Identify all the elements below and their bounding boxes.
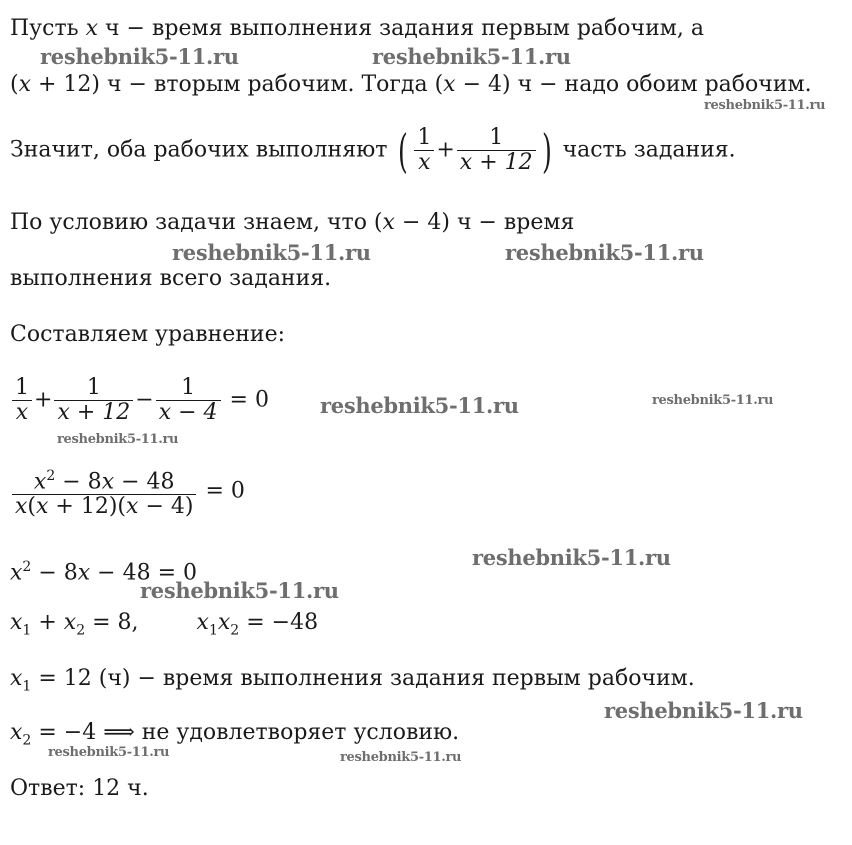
watermark: reshebnik5-11.ru [604, 698, 803, 723]
var-x: x [18, 72, 32, 97]
plus-sign: + [34, 387, 53, 413]
var-x: x [10, 560, 23, 586]
text: = 12 (ч) − время выполнения задания первым рабочим. [31, 666, 695, 691]
denominator: x − 4 [156, 400, 221, 425]
numerator: 1 [417, 125, 432, 150]
var-x: x [10, 610, 23, 635]
text: − 4) ч − надо обоим рабочим. [455, 72, 812, 97]
var-x: x [77, 560, 91, 586]
text: ( [10, 72, 19, 97]
watermark: reshebnik5-11.ru [505, 240, 704, 265]
watermark: reshebnik5-11.ru [340, 750, 462, 765]
text: = 8, [85, 610, 139, 635]
equation-2 [10, 464, 245, 519]
numerator [12, 464, 196, 494]
exponent: 2 [46, 468, 56, 484]
text: + 12) ч − вторым рабочим. Тогда ( [31, 72, 444, 97]
text: Значит, оба рабочих выполняют [10, 137, 388, 163]
var-x: x [382, 210, 395, 235]
watermark: reshebnik5-11.ru [172, 240, 371, 265]
equation-4 [10, 610, 318, 643]
watermark: reshebnik5-11.ru [140, 578, 339, 603]
text: ( [27, 494, 37, 520]
exponent: 2 [22, 559, 32, 575]
fraction-1-over-x-plus-12 [457, 126, 536, 175]
para-3-line-1 [10, 210, 574, 236]
var-x: x [36, 494, 49, 520]
fraction [54, 376, 133, 425]
watermark: reshebnik5-11.ru [472, 545, 671, 570]
numerator: 1 [181, 375, 196, 400]
numerator: 1 [489, 125, 504, 150]
denominator: x [414, 150, 434, 175]
right-paren: ) [541, 123, 552, 178]
watermark: reshebnik5-11.ru [40, 44, 239, 69]
text: − 8 [31, 560, 78, 586]
subscript: 2 [230, 622, 240, 639]
var-x: x [10, 666, 23, 691]
left-paren: ( [398, 123, 409, 178]
var-x: x [15, 494, 28, 520]
solution-1 [10, 666, 695, 699]
denominator [12, 494, 196, 519]
subscript: 2 [22, 732, 32, 749]
text: часть задания. [562, 137, 736, 163]
fraction [12, 376, 32, 425]
subscript: 1 [22, 622, 32, 639]
text: + [31, 610, 64, 635]
text: − 4) ч − время [394, 210, 575, 235]
text: − 48 = 0 [90, 560, 198, 586]
denominator: x + 12 [54, 400, 133, 425]
var-x: x [217, 610, 231, 635]
var-x: x [63, 610, 77, 635]
text: − 4) [138, 494, 194, 520]
para-3-line-2: выполнения всего задания. [10, 266, 332, 291]
para-1-line-1 [10, 16, 704, 42]
text: − 48 [114, 469, 175, 495]
text: ч − время выполнения задания первым рабочим, а [98, 16, 704, 41]
var-x: x [126, 494, 139, 520]
var-x: x [101, 469, 115, 495]
watermark: reshebnik5-11.ru [48, 745, 170, 760]
watermark: reshebnik5-11.ru [372, 44, 571, 69]
denominator: x + 12 [457, 150, 536, 175]
text: По условию задачи знаем, что ( [10, 210, 383, 235]
text: Пусть [10, 16, 86, 41]
equation-1 [10, 376, 269, 425]
var-x: x [85, 16, 99, 41]
var-x: x [196, 610, 209, 635]
watermark: reshebnik5-11.ru [320, 393, 519, 418]
watermark: reshebnik5-11.ru [57, 432, 179, 447]
var-x: x [10, 720, 23, 745]
equals-zero: = 0 [229, 387, 269, 413]
numerator: 1 [86, 375, 101, 400]
text: = −48 [239, 610, 319, 635]
watermark: reshebnik5-11.ru [652, 393, 774, 408]
equals-zero: = 0 [205, 478, 245, 504]
denominator: x [12, 400, 32, 425]
var-x: x [443, 72, 456, 97]
text: − 8 [55, 469, 102, 495]
text: = −4 ⟹ не удовлетворяет условию. [31, 720, 460, 745]
para-1-line-2 [10, 72, 812, 98]
answer: Ответ: 12 ч. [10, 776, 149, 801]
minus-sign: − [135, 387, 154, 413]
var-x: x [33, 469, 47, 495]
para-2 [10, 123, 736, 178]
fraction [156, 376, 221, 425]
text: + 12)( [48, 494, 127, 520]
numerator: 1 [15, 375, 29, 400]
watermark: reshebnik5-11.ru [704, 98, 826, 113]
subscript: 1 [22, 678, 32, 695]
fraction-1-over-x [414, 126, 434, 175]
combined-fraction [12, 464, 196, 519]
plus-sign: + [436, 137, 455, 163]
para-4: Составляем уравнение: [10, 322, 286, 347]
subscript: 2 [76, 622, 86, 639]
subscript: 1 [208, 622, 218, 639]
